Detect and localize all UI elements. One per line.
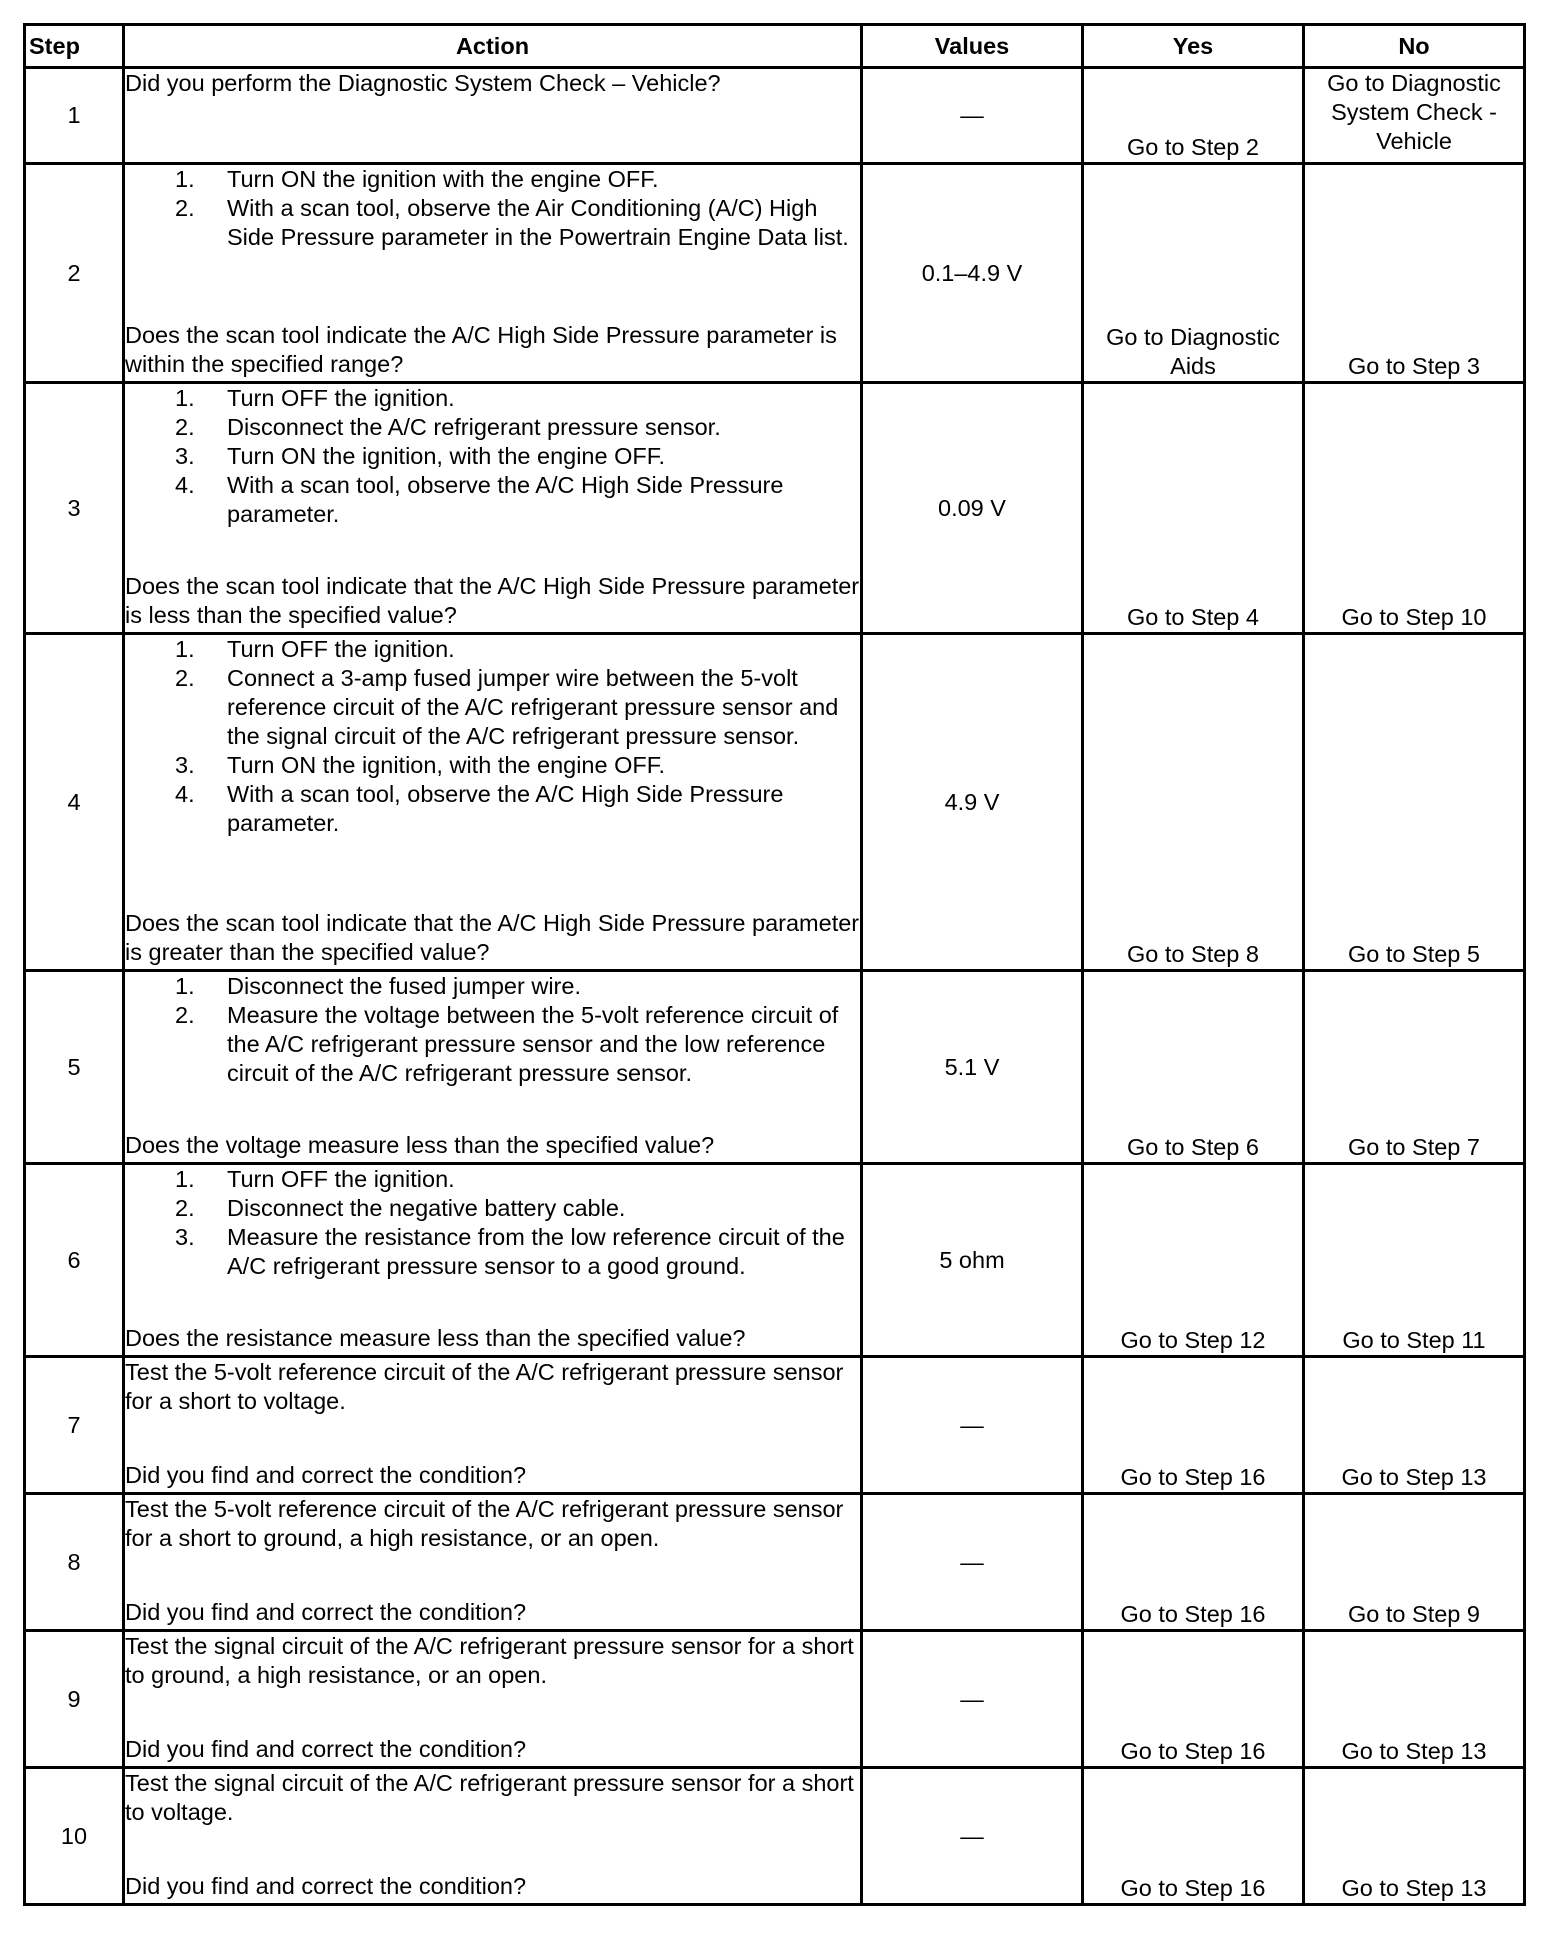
yes-cell: Go to Step 16 (1083, 1631, 1304, 1768)
action-question: Does the scan tool indicate that the A/C High Side Pressure parameter is less than the specified value? (125, 573, 860, 628)
action-cell (124, 1357, 862, 1494)
substep-number: 2. (175, 414, 195, 440)
substep-number: 2. (175, 195, 195, 221)
no-cell: Go to Step 5 (1304, 634, 1525, 971)
table-row (25, 1357, 1525, 1494)
action-cell (124, 1494, 862, 1631)
substep-item (125, 1223, 860, 1281)
table-row (25, 1494, 1525, 1631)
header-values: Values (862, 25, 1083, 68)
value-cell: — (862, 1768, 1083, 1905)
action-cell (124, 1631, 862, 1768)
table-row (25, 634, 1525, 971)
substep-text: With a scan tool, observe the A/C High Side Pressure parameter. (227, 472, 784, 527)
yes-cell: Go to Step 2 (1083, 68, 1304, 164)
substep-text: Turn ON the ignition with the engine OFF. (227, 166, 659, 192)
no-cell: Go to Step 7 (1304, 971, 1525, 1164)
action-question: Did you find and correct the condition? (125, 1599, 527, 1625)
substep-list (125, 635, 860, 838)
step-number: 1 (25, 68, 124, 164)
table-body (25, 68, 1525, 1905)
no-cell: Go to Step 9 (1304, 1494, 1525, 1631)
value-cell: 0.09 V (862, 383, 1083, 634)
substep-item (125, 1001, 860, 1088)
substep-number: 4. (175, 781, 195, 807)
step-number: 4 (25, 634, 124, 971)
value-cell: 0.1–4.9 V (862, 164, 1083, 383)
yes-cell: Go to Step 16 (1083, 1768, 1304, 1905)
substep-number: 1. (175, 385, 195, 411)
substep-text: Connect a 3-amp fused jumper wire between the 5-volt reference circuit of the A/C refrigerant pressure sensor and the signal circuit of the A/C refrigerant pressure sensor. (227, 665, 839, 749)
value-cell: 4.9 V (862, 634, 1083, 971)
yes-cell: Go to Step 4 (1083, 383, 1304, 634)
no-cell: Go to Step 13 (1304, 1631, 1525, 1768)
action-text: Test the signal circuit of the A/C refrigerant pressure sensor for a short to ground, a high resistance, or an open. (125, 1633, 854, 1688)
table-row (25, 971, 1525, 1164)
substep-number: 2. (175, 1002, 195, 1028)
substep-text: Measure the resistance from the low reference circuit of the A/C refrigerant pressure sensor to a good ground. (227, 1224, 845, 1279)
action-question: Does the resistance measure less than the specified value? (125, 1325, 746, 1351)
action-question: Did you find and correct the condition? (125, 1873, 527, 1899)
no-cell: Go to Step 3 (1304, 164, 1525, 383)
step-number: 8 (25, 1494, 124, 1631)
no-cell: Go to Step 10 (1304, 383, 1525, 634)
action-cell (124, 971, 862, 1164)
step-number: 10 (25, 1768, 124, 1905)
header-step: Step (25, 25, 124, 68)
no-cell: Go to Step 13 (1304, 1357, 1525, 1494)
substep-text: Turn OFF the ignition. (227, 385, 455, 411)
substep-number: 1. (175, 973, 195, 999)
action-cell (124, 1768, 862, 1905)
substep-text: Turn OFF the ignition. (227, 1166, 455, 1192)
action-question: Did you find and correct the condition? (125, 1736, 527, 1762)
header-yes: Yes (1083, 25, 1304, 68)
yes-cell: Go to Step 16 (1083, 1357, 1304, 1494)
table-row (25, 1164, 1525, 1357)
no-cell: Go to Step 11 (1304, 1164, 1525, 1357)
value-cell: — (862, 1357, 1083, 1494)
substep-item (125, 442, 860, 471)
action-text: Test the 5-volt reference circuit of the A/C refrigerant pressure sensor for a short to voltage. (125, 1359, 844, 1414)
table-row (25, 383, 1525, 634)
action-cell (124, 68, 862, 164)
substep-text: Turn ON the ignition, with the engine OFF. (227, 752, 666, 778)
table-row (25, 1768, 1525, 1905)
action-question: Does the scan tool indicate that the A/C High Side Pressure parameter is greater than the specified value? (125, 910, 860, 965)
substep-item (125, 384, 860, 413)
action-question: Does the scan tool indicate the A/C High Side Pressure parameter is within the specified range? (125, 322, 837, 377)
step-number: 7 (25, 1357, 124, 1494)
substep-item (125, 413, 860, 442)
table-row (25, 164, 1525, 383)
table-row (25, 1631, 1525, 1768)
value-cell: — (862, 1631, 1083, 1768)
value-cell: — (862, 68, 1083, 164)
yes-cell: Go to Step 12 (1083, 1164, 1304, 1357)
action-text: Did you perform the Diagnostic System Check – Vehicle? (125, 70, 721, 96)
action-question: Did you find and correct the condition? (125, 1462, 527, 1488)
substep-number: 1. (175, 166, 195, 192)
value-cell: 5.1 V (862, 971, 1083, 1164)
substep-list (125, 1165, 860, 1281)
step-number: 9 (25, 1631, 124, 1768)
substep-item (125, 165, 860, 194)
header-action: Action (124, 25, 862, 68)
substep-text: Measure the voltage between the 5-volt reference circuit of the A/C refrigerant pressure sensor and the low reference circuit of the A/C refrigerant pressure sensor. (227, 1002, 839, 1086)
substep-number: 2. (175, 665, 195, 691)
action-text: Test the 5-volt reference circuit of the A/C refrigerant pressure sensor for a short to ground, a high resistance, or an open. (125, 1496, 844, 1551)
step-number: 3 (25, 383, 124, 634)
substep-item (125, 1165, 860, 1194)
yes-cell: Go to Step 16 (1083, 1494, 1304, 1631)
substep-item (125, 780, 860, 838)
step-number: 5 (25, 971, 124, 1164)
substep-number: 3. (175, 752, 195, 778)
substep-number: 2. (175, 1195, 195, 1221)
action-question: Does the voltage measure less than the specified value? (125, 1132, 715, 1158)
substep-item (125, 1194, 860, 1223)
substep-item (125, 194, 860, 252)
step-number: 2 (25, 164, 124, 383)
yes-cell: Go to Step 8 (1083, 634, 1304, 971)
header-no: No (1304, 25, 1525, 68)
value-cell: 5 ohm (862, 1164, 1083, 1357)
header-row (25, 25, 1525, 68)
substep-list (125, 972, 860, 1088)
action-cell (124, 164, 862, 383)
substep-item (125, 664, 860, 751)
yes-cell: Go to Diagnostic Aids (1083, 164, 1304, 383)
table-row (25, 68, 1525, 164)
substep-number: 3. (175, 1224, 195, 1250)
substep-text: Disconnect the negative battery cable. (227, 1195, 626, 1221)
substep-number: 1. (175, 1166, 195, 1192)
action-cell (124, 383, 862, 634)
action-text: Test the signal circuit of the A/C refrigerant pressure sensor for a short to voltage. (125, 1770, 854, 1825)
substep-list (125, 165, 860, 252)
substep-item (125, 972, 860, 1001)
substep-item (125, 471, 860, 529)
diagnostic-table (23, 23, 1526, 1906)
substep-number: 4. (175, 472, 195, 498)
substep-text: Disconnect the fused jumper wire. (227, 973, 581, 999)
substep-list (125, 384, 860, 529)
substep-text: With a scan tool, observe the Air Conditioning (A/C) High Side Pressure parameter in the Powertrain Engine Data list. (227, 195, 849, 250)
substep-item (125, 635, 860, 664)
value-cell: — (862, 1494, 1083, 1631)
no-cell: Go to Diagnostic System Check - Vehicle (1304, 68, 1525, 164)
yes-cell: Go to Step 6 (1083, 971, 1304, 1164)
substep-text: Turn OFF the ignition. (227, 636, 455, 662)
substep-number: 1. (175, 636, 195, 662)
action-cell (124, 1164, 862, 1357)
substep-item (125, 751, 860, 780)
step-number: 6 (25, 1164, 124, 1357)
action-cell (124, 634, 862, 971)
substep-number: 3. (175, 443, 195, 469)
no-cell: Go to Step 13 (1304, 1768, 1525, 1905)
substep-text: Turn ON the ignition, with the engine OFF. (227, 443, 666, 469)
substep-text: With a scan tool, observe the A/C High Side Pressure parameter. (227, 781, 784, 836)
substep-text: Disconnect the A/C refrigerant pressure sensor. (227, 414, 721, 440)
